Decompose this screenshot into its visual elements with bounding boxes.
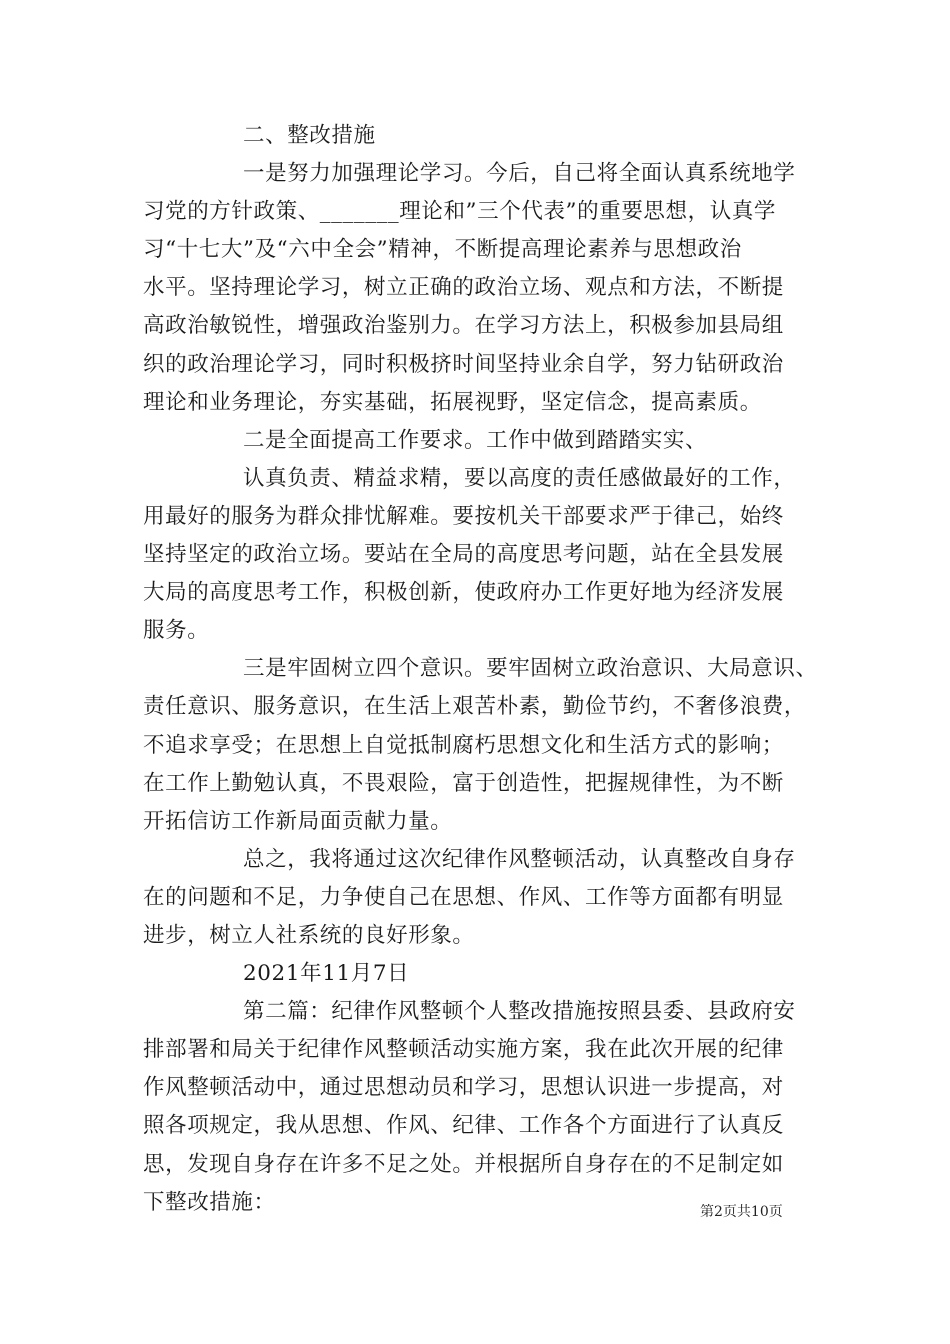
paragraph-line: 用最好的服务为群众排忧解难。要按机关干部要求严于律己，始终 — [143, 503, 784, 529]
paragraph-line: 思，发现自身存在许多不足之处。并根据所自身存在的不足制定如 — [143, 1151, 784, 1177]
paragraph-line: 习党的方针政策、_______理论和”三个代表”的重要思想，认真学 — [143, 199, 777, 225]
paragraph-line: 二是全面提高工作要求。工作中做到踏踏实实、 — [243, 427, 708, 453]
paragraph-line: 认真负责、精益求精，要以高度的责任感做最好的工作， — [243, 465, 796, 491]
paragraph-line: 习“十七大”及“六中全会”精神，不断提高理论素养与思想政治 — [143, 237, 742, 263]
paragraph-line: 总之，我将通过这次纪律作风整顿活动，认真整改自身存 — [243, 846, 796, 872]
page-number: 第2页共10页 — [700, 1204, 783, 1220]
paragraph-line: 进步，树立人社系统的良好形象。 — [143, 922, 475, 948]
paragraph-line: 在的问题和不足，力争使自己在思想、作风、工作等方面都有明显 — [143, 884, 784, 910]
paragraph-line: 理论和业务理论，夯实基础，拓展视野，坚定信念，提高素质。 — [143, 389, 762, 415]
paragraph-line: 高政治敏锐性，增强政治鉴别力。在学习方法上，积极参加县局组 — [143, 313, 784, 339]
date-line: 2021年11月7日 — [243, 961, 410, 987]
paragraph-line: 排部署和局关于纪律作风整顿活动实施方案，我在此次开展的纪律 — [143, 1037, 784, 1063]
paragraph-line: 第二篇：纪律作风整顿个人整改措施按照县委、县政府安 — [243, 999, 796, 1025]
paragraph-line: 水平。坚持理论学习，树立正确的政治立场、观点和方法，不断提 — [143, 275, 784, 301]
paragraph-line: 一是努力加强理论学习。今后，自己将全面认真系统地学 — [243, 161, 796, 187]
paragraph-line: 大局的高度思考工作，积极创新，使政府办工作更好地为经济发展 — [143, 580, 784, 606]
paragraph-line: 服务。 — [143, 618, 210, 644]
section-heading: 二、整改措施 — [243, 123, 376, 148]
paragraph-line: 坚持坚定的政治立场。要站在全局的高度思考问题，站在全县发展 — [143, 542, 784, 568]
paragraph-line: 在工作上勤勉认真，不畏艰险，富于创造性，把握规律性，为不断 — [143, 770, 784, 796]
paragraph-line: 下整改措施： — [143, 1189, 276, 1215]
document-body — [143, 117, 823, 1222]
paragraph-line: 责任意识、服务意识，在生活上艰苦朴素，勤俭节约，不奢侈浪费， — [143, 694, 807, 720]
paragraph-line: 不追求享受；在思想上自觉抵制腐朽思想文化和生活方式的影响； — [143, 732, 784, 758]
paragraph-line: 照各项规定，我从思想、作风、纪律、工作各个方面进行了认真反 — [143, 1113, 784, 1139]
paragraph-line: 开拓信访工作新局面贡献力量。 — [143, 808, 453, 834]
paragraph-line: 三是牢固树立四个意识。要牢固树立政治意识、大局意识、 — [243, 656, 818, 682]
paragraph-line: 作风整顿活动中，通过思想动员和学习，思想认识进一步提高，对 — [143, 1075, 784, 1101]
paragraph-line: 织的政治理论学习，同时积极挤时间坚持业余自学，努力钻研政治 — [143, 351, 784, 377]
